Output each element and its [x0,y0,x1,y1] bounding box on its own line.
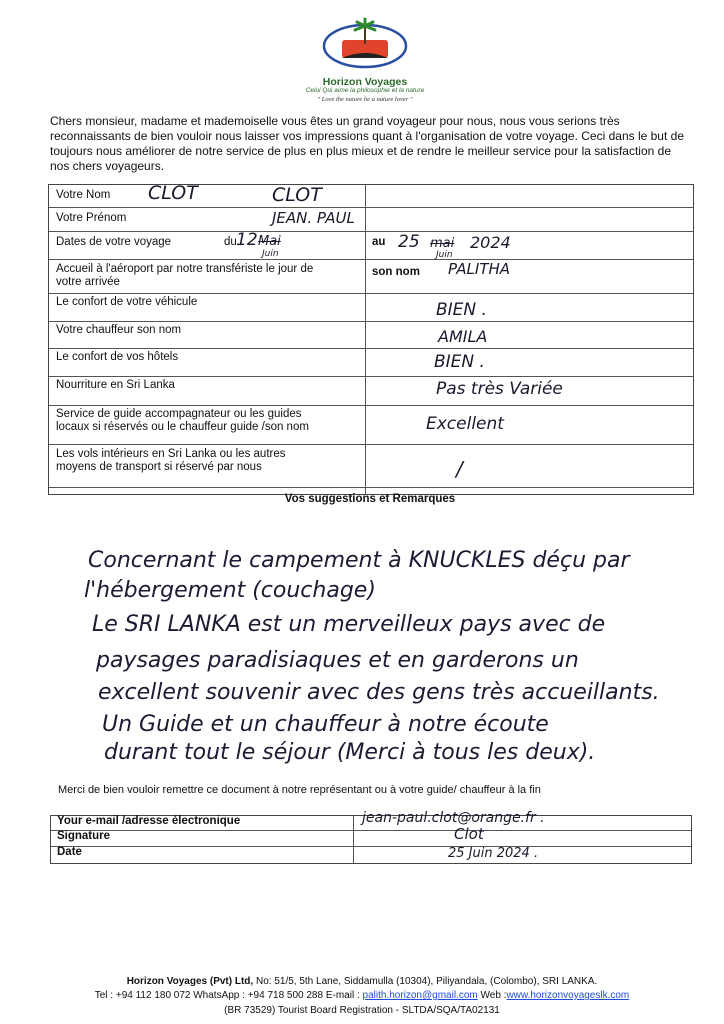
date-value: 25 Juin 2024 . [448,846,539,861]
accueil-label: Accueil à l'aéroport par notre transfériste le jour de votre arrivée [56,263,314,288]
suggestion-line: excellent souvenir avec des gens très accueillants. [98,680,660,705]
au-month: Juin [436,250,453,260]
nourriture-label: Nourriture en Sri Lanka [56,379,175,391]
suggestion-line: Le SRI LANKA est un merveilleux pays avec de [92,612,606,637]
au-month-struck: mai [430,236,455,251]
footer-company: Horizon Voyages (Pvt) Ltd, [126,976,254,987]
footer-web-label: Web : [477,990,507,1001]
du-value: 12 [236,230,258,250]
signature-label: Signature [57,830,111,842]
date-label: Date [57,846,82,858]
horizon-voyages-logo [322,14,408,70]
email-value: jean-paul.clot@orange.fr . [362,810,545,826]
du-month: Juin [262,249,279,259]
suggestion-line: Concernant le campement à KNUCKLES déçu par [88,548,630,573]
confort-vehicule-value: BIEN . [436,300,487,320]
prenom-label: Votre Prénom [56,212,127,224]
suggestion-line: paysages paradisiaques et en garderons un [96,648,579,673]
footer-address [0,976,724,987]
guide-value: Excellent [426,414,504,434]
brand-tagline-fr: Celui Qui aime la philosophie et la nature [305,87,425,94]
guide-label: Service de guide accompagnateur ou les guides locaux si réservés ou le chauffeur guide /son nom [56,408,309,433]
nom-value-2: CLOT [272,184,322,206]
intro-paragraph: Chers monsieur, madame et mademoiselle vous êtes un grand voyageur pour nous, nous vous serions très reconnaissants de bien vouloir nous laisser vos impressions quant à l'organisation de votre voyage. Ceci dans le but de toujours nous améliorer de notre service de plus en plus mieux et de rendre le meilleur service pour la satisfaction de nos chers voyageurs. [50,114,684,173]
footer-contact [0,990,724,1001]
vols-label: Les vols intérieurs en Sri Lanka ou les autres moyens de transport si réservé par nous [56,448,286,473]
suggestion-line: durant tout le séjour (Merci à tous les deux). [104,740,596,765]
son-nom-label: son nom [372,266,420,278]
du-label: du [224,236,237,248]
footer-email-link[interactable]: palith.horizon@gmail.com [362,990,478,1001]
confort-hotels-label: Le confort de vos hôtels [56,351,179,363]
footer-web-link[interactable]: www.horizonvoyageslk.com [506,990,630,1001]
footer-registration: (BR 73529) Tourist Board Registration - SLTDA/SQA/TA02131 [224,1005,500,1016]
dates-label: Dates de votre voyage [56,236,172,248]
au-value: 25 [398,232,420,252]
suggestion-line: Un Guide et un chauffeur à notre écoute [102,712,549,737]
prenom-value: JEAN. PAUL [272,209,355,227]
nom-value-1: CLOT [148,182,198,204]
nourriture-value: Pas très Variée [436,379,563,399]
brand-tagline-en: " Love the nature be a nature lover " [317,96,413,103]
brand-name: Horizon Voyages [322,76,408,88]
confort-hotels-value: BIEN . [434,352,485,372]
return-instructions: Merci de bien vouloir remettre ce document à notre représentant ou à votre guide/ chauffeur à la fin [58,784,541,796]
chauffeur-value: AMILA [438,327,488,346]
confort-vehicule-label: Le confort de votre véhicule [56,296,198,308]
au-year: 2024 [470,233,511,252]
footer-address-text: No: 51/5, 5th Lane, Siddamulla (10304), Piliyandala, (Colombo), SRI LANKA. [253,976,598,987]
vols-value: / [456,457,463,481]
suggestions-title: Vos suggestions et Remarques [284,493,456,505]
nom-label: Votre Nom [56,189,111,201]
signature-value: Clot [454,825,484,843]
email-label: Your e-mail /adresse électronique [57,815,241,827]
footer-tel: Tel : +94 112 180 072 WhatsApp : +94 718 500 288 E-mail : [94,990,363,1001]
son-nom-value: PALITHA [448,260,511,278]
au-label: au [372,236,386,248]
suggestion-line: l'hébergement (couchage) [84,578,376,603]
chauffeur-label: Votre chauffeur son nom [56,324,182,336]
du-month-struck: Mai [258,234,281,249]
